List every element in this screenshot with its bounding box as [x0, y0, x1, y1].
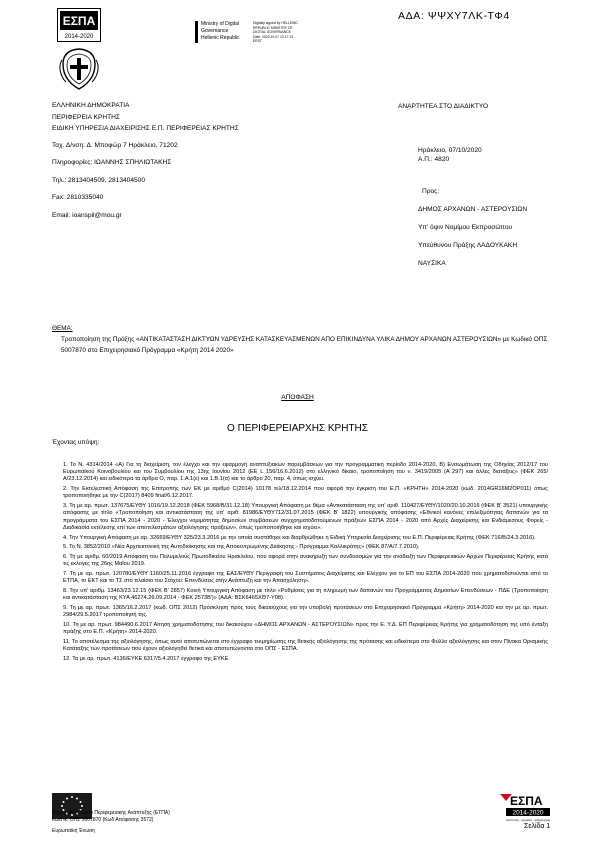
document-date: Ηράκλειο, 07/10/2020: [418, 147, 482, 154]
ada-code: ΑΔΑ: ΨΨΧΥ7ΛΚ-ΤΦ4: [398, 10, 510, 22]
fund-line: Ευρωπαϊκό Ταμείο Περιφερειακής Ανάπτυξης (ΕΤΠΑ): [52, 810, 170, 816]
espa-logo: [57, 8, 101, 42]
recipient-line: ΔΗΜΟΣ ΑΡΧΑΝΩΝ - ΑΣΤΕΡΟΥΣΙΩΝ: [418, 206, 528, 213]
svg-text:2014-2020: 2014-2020: [512, 809, 544, 817]
recipient-line: ΝΑΥΣΙΚΑ: [418, 260, 446, 267]
considering-label: Έχοντας υπόψη:: [52, 439, 100, 446]
recipient-line: Υπ' όψιν Νομίμου Εκπροσώπου: [418, 224, 513, 231]
contact-person: Πληροφορίες: ΙΩΑΝΝΗΣ ΣΠΗΛΙΩΤΑΚΗΣ: [52, 159, 172, 166]
page-number: Σελίδα 1: [524, 823, 551, 830]
list-item: 10. Τη με αρ. πρωτ. 984490.6.2017 Αίτηση χρηματοδότησης του δικαιούχου «ΔΗΜΟΣ ΑΡΧΑΝΩΝ - ΑΣΤΕΡΟΥΣΙΩΝ» προς την Ε. Υ.Δ. ΕΠ Περιφέρειας Κρήτης για χρηματοδότηση της υπό ένταξη πράξης στο Ε.Π. «Κρήτη» 2014-2020.: [63, 622, 548, 636]
hellenic-republic-emblem: [58, 46, 100, 92]
list-item: 5. Το Ν. 3852/2010 «Νέα Αρχιτεκτονική της Αυτοδιοίκησης και της Αποκεντρωμένης Διοίκησης - Πρόγραμμα Καλλικράτης» (ΦΕΚ 87/Α/7.7.2010).: [63, 544, 420, 551]
subject-label: ΘΕΜΑ:: [52, 325, 73, 332]
list-item: 3. Τη με αρ. πρωτ. 137675/ΕΥΘΥ 1016/19.12.2018 (ΦΕΚ 5968/Β/31.12.18) Υπουργική Απόφαση με θέμα «Αντικατάσταση της υπ' αριθ. 110427/ΕΥΘΥ/1020/20.10.2016 (ΦΕΚ Β' 3521) υπουργικής απόφασης με τίτλο «Τροποποίηση και αντικατάσταση της υπ' αριθ. 81986/ΕΥΘΥ712/31.07.2015 (ΦΕΚ Β' 1822) υπουργικής απόφασης «Εθνικοί κανόνες επιλεξιμότητας δαπανών για τα προγράμματα του ΕΣΠΑ 2014 - 2020 - Έλεγχοι νομιμότητας δημοσίων συμβάσεων συγχρηματοδοτούμενων πράξεων ΕΣΠΑ 2014 - 2020 από Αρχές Διαχείρισης και Ενδιάμεσους Φορείς - Διαδικασία εκτέλεσης επί των αποτελεσμάτων αξιολόγησης πράξεων», όπως τροποποιήθηκε και ισχύει».: [63, 503, 548, 531]
service-name: ΕΙΔΙΚΗ ΥΠΗΡΕΣΙΑ ΔΙΑΧΕΙΡΙΣΗΣ Ε.Π. ΠΕΡΙΦΕΡΕΙΑΣ ΚΡΗΤΗΣ: [52, 125, 239, 132]
recipient-block: [418, 183, 527, 273]
decision-heading: ΑΠΟΦΑΣΗ: [281, 394, 314, 401]
list-item: 6. Τη με αριθμ. 60/2019 Απόφαση του Πολυμελούς Πρωτοδικείου Ηρακλείου, που αφορά στην ανακήρυξη των συνδυασμών για την ανάδειξη των Περιφερειακών Αρχών Περιφέρειας Κρήτης κατά τις εκλογές της 26ης Μαΐου 2019.: [63, 554, 548, 568]
svg-text:2014-2020: 2014-2020: [64, 34, 94, 40]
region-name: ΠΕΡΙΦΕΡΕΙΑ ΚΡΗΤΗΣ: [52, 113, 120, 121]
eu-label: Ευρωπαϊκή Ένωση: [52, 828, 95, 834]
posting-notice: ΑΝΑΡΤΗΤΕΑ ΣΤΟ ΔΙΑΔΙΚΤΥΟ: [398, 103, 489, 110]
subject-block: [52, 323, 552, 356]
svg-text:ανάπτυξη - εργασία - αλληλεγγύ: ανάπτυξη - εργασία - αλληλεγγύη: [505, 818, 551, 822]
email-address: Email: ioanspil@mou.gr: [52, 211, 122, 219]
sender-block: [52, 100, 239, 221]
postal-address: Ταχ. Δ/νση: Δ. Μποφώρ 7 Ηράκλειο, 71202: [52, 141, 178, 149]
recipient-label: Προς:: [422, 188, 440, 195]
recipient-line: Υπεύθυνου Πράξης ΛΑΔΟΥΚΑΚΗ: [418, 242, 518, 249]
svg-text:ΕΣΠΑ: ΕΣΠΑ: [62, 14, 96, 28]
considerations-list: [63, 462, 548, 666]
fund-line: Κωδ ικ. ΟΠΣ 5007870 (Κωδ Απόφασης 3572): [52, 817, 154, 823]
fund-info: [52, 810, 170, 824]
subject-text: Τροποποίηση της Πράξης «ΑΝΤΙΚΑΤΑΣΤΑΣΗ ΔΙΚΤΥΩΝ ΥΔΡΕΥΣΗΣ ΚΑΤΑΣΚΕΥΑΣΜΕΝΩΝ ΑΠΟ ΕΠΙΚΙΝΔΥΝΑ ΥΛΙΚΑ ΔΗΜΟΥ ΑΡΧΑΝΩΝ ΑΣΤΕΡΟΥΣΙΩΝ» με Κωδικό ΟΠΣ 5007870 στο Επιχειρησιακό Πρόγραμμα «Κρήτη 2014 2020»: [61, 336, 548, 354]
list-item: 7. Τη με αρ. πρωτ. 120780/ΕΥΘΥ 1160/25.11.2016 έγγραφο της ΕΑΣ/ΕΥΘΥ Περιγραφή του Συστήματος Διαχείρισης και Ελέγχου για το ΕΠ του ΕΣΠΑ 2014-2020 που χρηματοδοτούνται από το ΕΤΠΑ, το ΕΚΤ και το ΤΣ στο πλαίσιο του Στόχου: Επενδύσεις στην Ανάπτυξη και την Απασχόληση».: [63, 571, 548, 585]
list-item: 12. Τα με αρ. πρωτ. 4136/ΕΥΚΕ 6317/5.4.2017 έγγραφο της ΕΥΚΕ.: [63, 656, 230, 663]
date-protocol-block: [418, 146, 482, 164]
list-item: 4. Την Υπουργική Απόφαση με αρ. 32669/ΕΥΘΥ 325/23.3.2016 με την οποία συστάθηκε και διαρθρώθηκε η Ειδική Υπηρεσία Διαχείρισης του Ε.Π. Περιφέρειας Κρήτης (ΦΕΚ 716/Β/24.3.2016).: [63, 534, 536, 541]
signature-certificate: Digitally signed by HELLENIC REPUBLIC MINISTRY OF DIGITAL GOVERNANCE Date: 2020.10.07 12:17:13 EEST: [253, 21, 298, 44]
protocol-number: Α.Π.: 4820: [418, 156, 450, 163]
ministry-name: Ministry of Digital Governance Hellenic Republic: [201, 21, 240, 41]
republic-name: ΕΛΛΗΝΙΚΗ ΔΗΜΟΚΡΑΤΙΑ: [52, 102, 130, 109]
regional-governor-heading: Ο ΠΕΡΙΦΕΡΕΙΑΡΧΗΣ ΚΡΗΤΗΣ: [227, 423, 368, 434]
list-item: 1. Το Ν. 4314/2014 «Α) Για τη διαχείριση, τον έλεγχο και την εφαρμογή αναπτυξιακών παρεμβάσεων για την προγραμματική περίοδο 2014-2020, Β) Ενσωμάτωση της Οδηγίας 2012/17 του Ευρωπαϊκού Κοινοβουλίου και του Συμβουλίου της 13ης Ιουνίου 2012 (ΕΕ L 156/16.6.2012) στο ελληνικό δίκαιο, τροποποίηση του ν. 3419/2005 (Α 297) και άλλες διατάξεις» (ΦΕΚ 265/Α/23.12.2014) και ειδικότερα τα άρθρα Ο, παρ. 1.Α.1(ε) και 1.Β.1(α) και το άρθρο 20, παρ. 4, όπως ισχύει.: [63, 462, 548, 483]
list-item: 8. Την υπ' αριθμ. 13463/23.12.15 (ΦΕΚ Β' 2857) Κοινή Υπουργική Απόφαση με τίτλο «Ρυθμίσεις για τη πληρωμή των δαπανών του Προγράμματος Δημοσίων Επενδύσεων - ΠΔΕ (Τροποποίηση και αντικατάσταση της ΚΥΑ 46274.26.09.2014 - ΦΕΚ 2573Β')» (ΑΔΑ: ΒΣΚ6465ΧΘ7-Υ08).: [63, 588, 548, 602]
list-item: 2. Την Εκτελεστική Απόφαση της Επιτροπής των ΕΚ με αριθμό C(2014) 10178 τελ/18.12.2014 που αφορά την έγκριση του Ε.Π. «ΚΡΗΤΗ» 2014-2020 (κωδ. 2014GR16M2OP011) όπως τροποποιήθηκε με την C(2017) 8409 final/6.12.2017.: [63, 486, 548, 500]
svg-text:ΕΣΠΑ: ΕΣΠΑ: [510, 794, 543, 808]
digital-signature-block: [195, 21, 335, 43]
phone-numbers: Τηλ.: 2813404509, 2813404500: [52, 176, 146, 184]
list-item: 11. Το αποτέλεσμα της αξιολόγησης, όπως αυτό αποτυπώνεται στο έγγραφο τεκμηρίωσης της θετικής αξιολόγησης της πρότασης και ειδικότερα στο Φύλλο αξιολόγησης και στον Πίνακα Ορισμικής Κατάταξης των προτάσεων που έχουν αξιολογηθεί θετικά και αποτυπώνονται στο ΟΠΣ - ΕΣΠΑ.: [63, 639, 548, 653]
fax-number: Fax: 2810335040: [52, 194, 104, 201]
signature-bar: [195, 21, 198, 43]
list-item: 9. Τη με αρ. πρωτ. 1365/16.2.2017 (κωδ. ΟΠΣ 2012) Πρόσκληση προς τους δικαιούχους για την υποβολή προτάσεων στο Επιχειρησιακό Πρόγραμμα «Κρήτη» 2014-2020 και την με αρ. πρωτ. 2984/29.5.2017 τροποποίησή της.: [63, 605, 548, 619]
